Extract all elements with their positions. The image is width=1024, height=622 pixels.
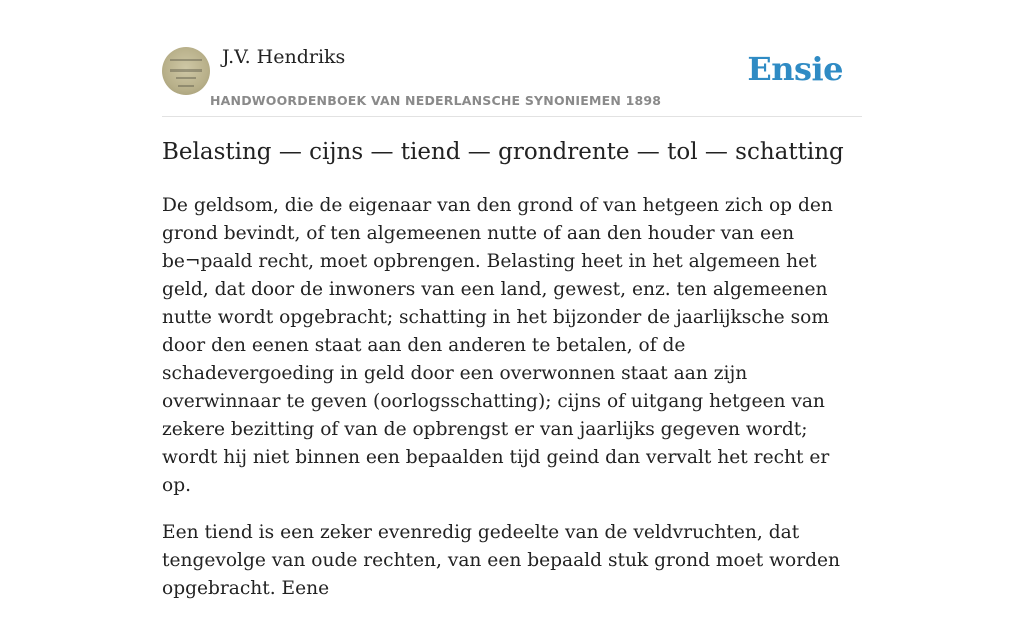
avatar-decoration [170, 69, 202, 72]
avatar-decoration [170, 59, 202, 61]
paragraph: Een tiend is een zeker evenredig gedeelte van de veldvruchten, dat tengevolge van oude rechten, van een bepaald stuk grond moet worden opgebracht. Eene [162, 522, 840, 599]
article-body [162, 192, 862, 622]
avatar-decoration [176, 77, 196, 79]
header [162, 44, 862, 117]
author-name[interactable]: J.V. Hendriks [222, 46, 346, 68]
author-avatar-icon[interactable] [162, 47, 210, 95]
source-title[interactable]: HANDWOORDENBOEK VAN NEDERLANSCHE SYNONIEMEN 1898 [210, 93, 662, 108]
paragraph: De geldsom, die de eigenaar van den grond of van hetgeen zich op den grond bevindt, of ten algemeenen nutte of aan den houder van een be¬paald recht, moet opbrengen. Belasting heet in het algemeen het geld, dat door de inwoners van een land, gewest, enz. ten algemeenen nutte wordt opgebracht; schatting in het bijzonder de jaarlijksche som door den eenen staat aan den anderen te betalen, of de schadevergoeding in geld door een overwonnen staat aan zijn overwinnaar te geven (oorlogsschatting); cijns of uitgang hetgeen van zekere bezitting of van de opbrengst er van jaarlijks gegeven wordt; wordt hij niet binnen een bepaalden tijd geind dan vervalt het recht er op. [162, 195, 833, 496]
avatar-decoration [178, 85, 194, 87]
page-title: Belasting — cijns — tiend — grondrente — tol — schatting [162, 139, 844, 165]
brand-logo[interactable]: Ensie [747, 50, 843, 88]
